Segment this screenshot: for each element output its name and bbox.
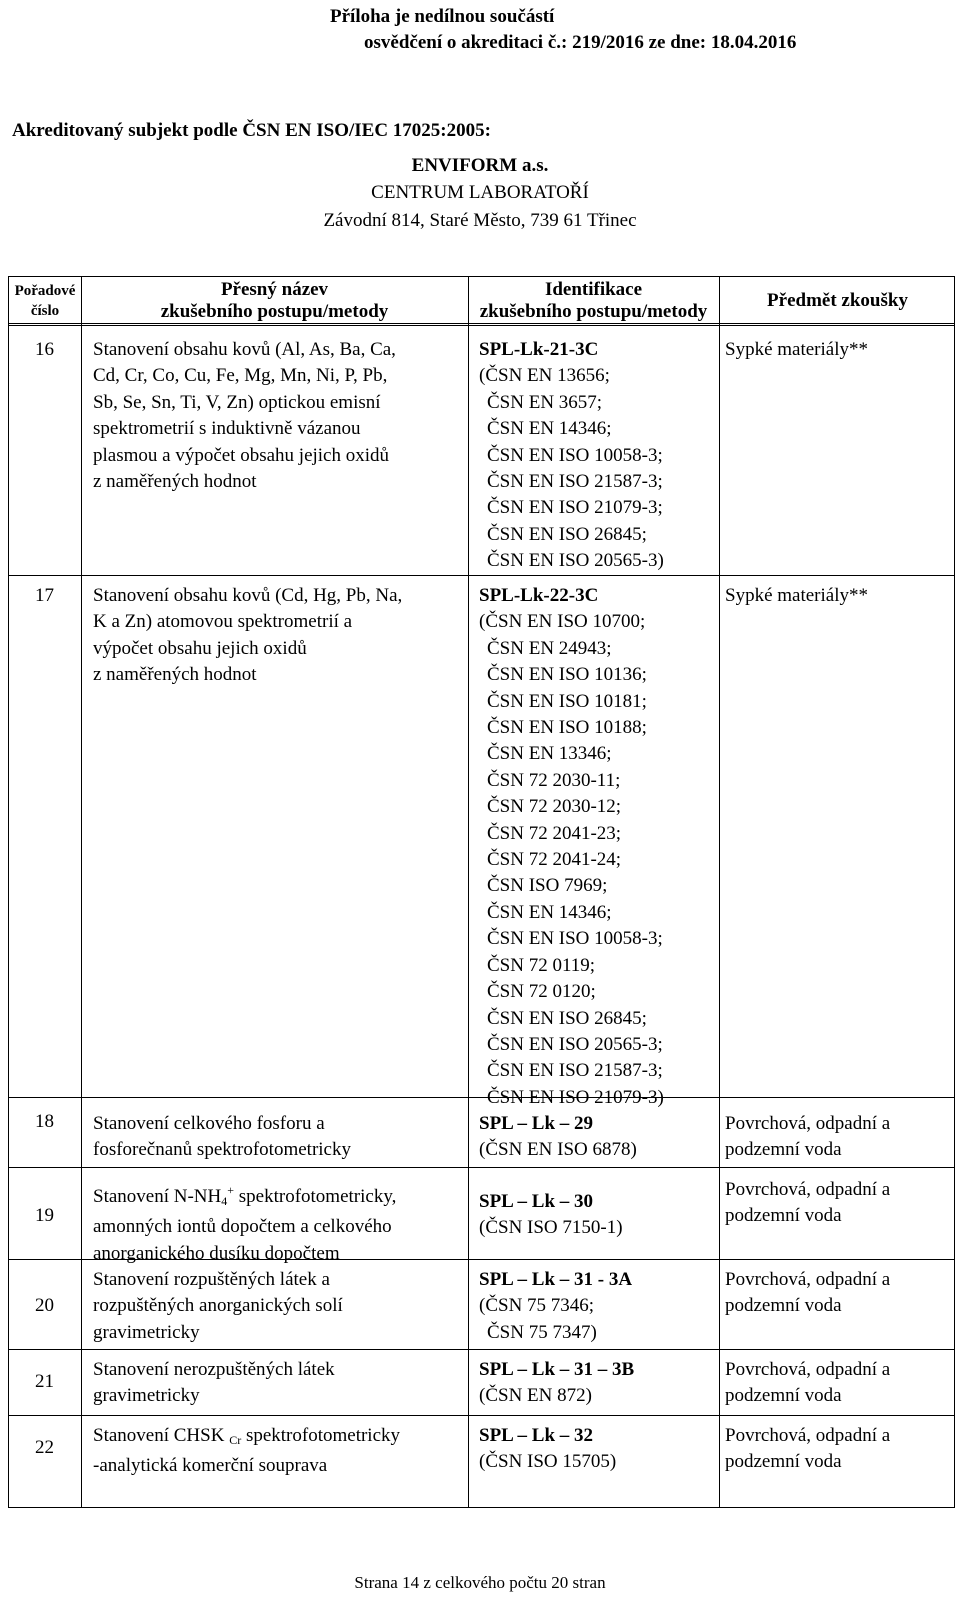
method-name: Stanovení rozpuštěných látek a rozpuštěných anorganických solí gravimetricky bbox=[93, 1269, 343, 1343]
test-subject: Povrchová, odpadní a podzemní voda bbox=[725, 1425, 891, 1473]
row-number: 17 bbox=[35, 585, 54, 606]
method-name: Stanovení obsahu kovů (Cd, Hg, Pb, Na, K a Zn) atomovou spektrometrií a výpočet obsahu jejich oxidů z naměřených hodnot bbox=[93, 585, 403, 686]
row-number: 20 bbox=[35, 1295, 54, 1316]
company-name: ENVIFORM a.s. bbox=[411, 155, 549, 176]
laboratory-centre: CENTRUM LABORATOŘÍ bbox=[371, 182, 589, 203]
test-subject: Povrchová, odpadní a podzemní voda bbox=[725, 1179, 891, 1227]
test-subject: Povrchová, odpadní a podzemní voda bbox=[725, 1269, 891, 1317]
annex-title-line1: Příloha je nedílnou součástí bbox=[330, 6, 555, 27]
row-number: 18 bbox=[35, 1111, 54, 1132]
row-number: 19 bbox=[35, 1205, 54, 1226]
column-divider bbox=[81, 277, 82, 1507]
header-method-name: Přesný název zkušebního postupu/metody bbox=[160, 279, 389, 322]
row-separator bbox=[9, 575, 954, 576]
test-subject: Povrchová, odpadní a podzemní voda bbox=[725, 1359, 891, 1407]
method-identification: SPL – Lk – 31 – 3B (ČSN EN 872) bbox=[479, 1359, 635, 1407]
test-subject: Sypké materiály** bbox=[725, 339, 868, 360]
method-name: Stanovení $N-NH_4^+$ spektrofotometricky, amonných iontů dopočtem a celkového anorganického dusíku dopočtem bbox=[93, 1183, 397, 1264]
method-identification: SPL-Lk-22-3C (ČSN EN ISO 10700; ČSN EN 24943; ČSN EN ISO 10136; ČSN EN ISO 10181; ČSN EN ISO 10188; ČSN EN 13346; ČSN 72 2030-11; ČSN 72 2030-12; ČSN 72 2041-23; ČSN 72 2041-24; ČSN ISO 7969; ČSN EN 14346; ČSN EN ISO 10058-3; ČSN 72 0119; ČSN 72 0120; ČSN EN ISO 26845; ČSN EN ISO 20565-3; ČSN EN ISO 21587-3; ČSN EN ISO 21079-3) bbox=[479, 585, 664, 1108]
method-identification: SPL – Lk – 32 (ČSN ISO 15705) bbox=[479, 1425, 617, 1473]
row-number: 16 bbox=[35, 339, 54, 360]
header-method-identification: Identifikace zkušebního postupu/metody bbox=[479, 279, 708, 322]
column-divider bbox=[719, 277, 720, 1507]
accreditation-statement: Akreditovaný subjekt podle ČSN EN ISO/IEC 17025:2005: bbox=[12, 120, 491, 141]
company-address: Závodní 814, Staré Město, 739 61 Třinec bbox=[323, 210, 637, 231]
row-separator bbox=[9, 1349, 954, 1350]
column-divider bbox=[468, 277, 469, 1507]
header-number: Pořadové číslo bbox=[14, 283, 76, 319]
row-number: 21 bbox=[35, 1371, 54, 1392]
accreditation-methods-table bbox=[8, 276, 955, 1508]
method-identification: SPL – Lk – 31 - 3A (ČSN 75 7346; ČSN 75 7347) bbox=[479, 1269, 633, 1343]
page-footer: Strana 14 z celkového počtu 20 stran bbox=[354, 1573, 606, 1592]
test-subject: Povrchová, odpadní a podzemní voda bbox=[725, 1113, 891, 1161]
method-identification: SPL – Lk – 29 (ČSN EN ISO 6878) bbox=[479, 1113, 637, 1161]
annex-title-line2: osvědčení o akreditaci č.: 219/2016 ze dne: 18.04.2016 bbox=[364, 32, 797, 53]
row-number: 22 bbox=[35, 1437, 54, 1458]
method-name: Stanovení celkového fosforu a fosforečnanů spektrofotometricky bbox=[93, 1113, 351, 1161]
method-identification: SPL – Lk – 30 (ČSN ISO 7150-1) bbox=[479, 1191, 623, 1239]
row-separator bbox=[9, 1167, 954, 1168]
method-name: Stanovení obsahu kovů (Al, As, Ba, Ca, Cd, Cr, Co, Cu, Fe, Mg, Mn, Ni, P, Pb, Sb, Se, Sn, Ti, V, Zn) optickou emisní spektrometrií s induktivně vázanou plasmou a výpočet obsahu jejich oxidů z naměřených hodnot bbox=[93, 339, 396, 493]
header-separator bbox=[9, 323, 954, 326]
method-identification: SPL-Lk-21-3C (ČSN EN 13656; ČSN EN 3657; ČSN EN 14346; ČSN EN ISO 10058-3; ČSN EN ISO 21587-3; ČSN EN ISO 21079-3; ČSN EN ISO 26845; ČSN EN ISO 20565-3) bbox=[479, 339, 664, 572]
method-name: Stanovení nerozpuštěných látek gravimetricky bbox=[93, 1359, 335, 1407]
row-separator bbox=[9, 1415, 954, 1416]
method-name: Stanovení CHSK $_{Cr}$ spektrofotometricky -analytická komerční souprava bbox=[93, 1425, 401, 1477]
test-subject: Sypké materiály** bbox=[725, 585, 868, 606]
header-test-subject: Předmět zkoušky bbox=[767, 290, 908, 311]
